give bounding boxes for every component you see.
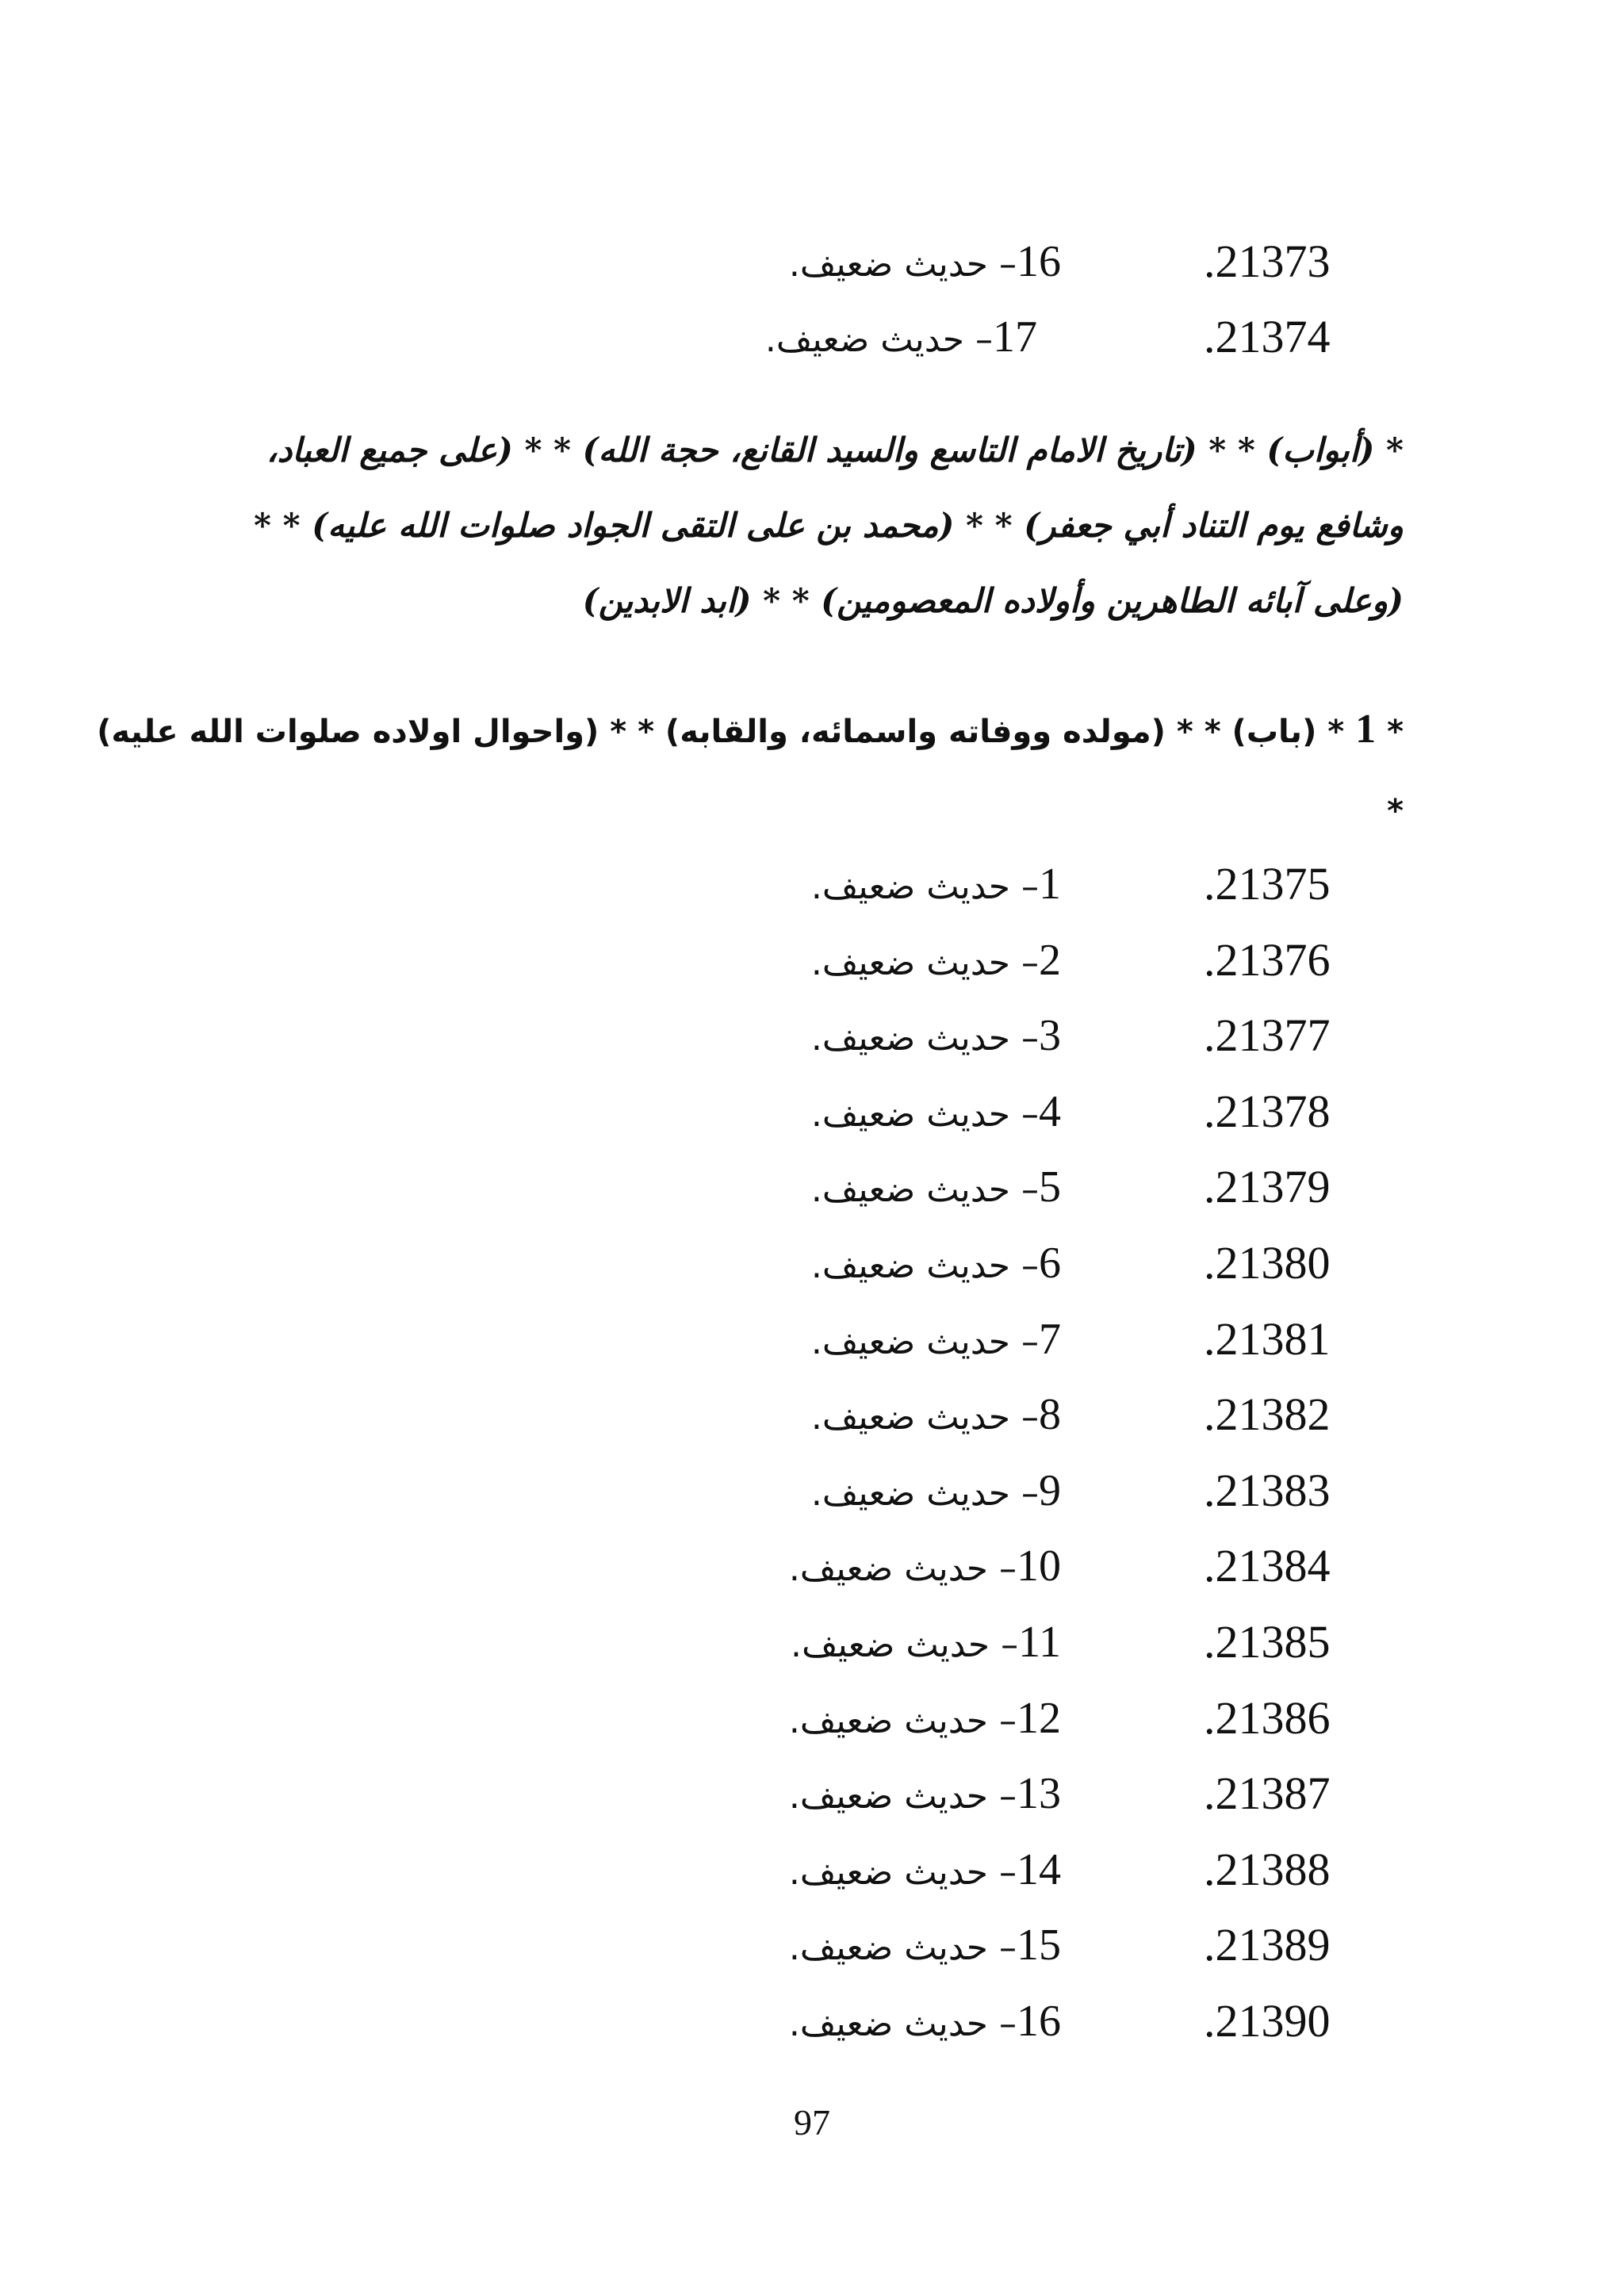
section-heading	[238, 412, 1404, 638]
entry-number: .21387	[1204, 1767, 1331, 1819]
entry-label: – حديث ضعيف.	[764, 320, 993, 360]
entry-index: 11	[1018, 1618, 1061, 1667]
entry-index: 15	[1017, 1921, 1061, 1970]
entry-label: – حديث ضعيف.	[810, 1397, 1039, 1438]
entry-text	[665, 1080, 1061, 1147]
entry-label: – حديث ضعيف.	[790, 1625, 1019, 1665]
list-item	[0, 1080, 1624, 1143]
entry-number: .21378	[1204, 1086, 1331, 1137]
entry-text	[665, 1534, 1061, 1601]
entry-number: .21382	[1204, 1388, 1331, 1440]
entry-number: .21381	[1204, 1313, 1331, 1365]
entry-index: 17	[993, 312, 1037, 362]
list-item	[0, 305, 1624, 369]
entry-label: – حديث ضعيف.	[788, 244, 1017, 285]
chapter-line-2: *	[1387, 793, 1404, 829]
list-item	[0, 1913, 1624, 1977]
entry-text	[665, 1913, 1061, 1980]
page-number: 97	[794, 2102, 830, 2143]
entry-index: 13	[1017, 1769, 1061, 1818]
entry-text	[665, 852, 1061, 919]
chapter-number: 1	[1355, 707, 1377, 752]
entry-number: .21377	[1204, 1009, 1331, 1061]
entry-text	[665, 1383, 1061, 1450]
entry-text	[665, 1231, 1061, 1298]
entry-label: – حديث ضعيف.	[810, 1094, 1039, 1135]
entry-text	[665, 230, 1061, 297]
entry-index: 1	[1039, 860, 1061, 909]
chapter-prefix: *	[1387, 714, 1404, 750]
entry-text	[665, 1990, 1061, 2056]
list-item	[0, 1231, 1624, 1295]
entry-number: .21380	[1204, 1237, 1331, 1289]
entry-index: 14	[1017, 1845, 1061, 1894]
entry-text	[665, 1838, 1061, 1905]
entry-text	[665, 929, 1061, 995]
entry-label: – حديث ضعيف.	[788, 1852, 1017, 1893]
entry-index: 10	[1017, 1541, 1061, 1591]
entry-text	[665, 1762, 1061, 1829]
list-item	[0, 929, 1624, 992]
entry-index: 12	[1017, 1694, 1061, 1743]
entry-number: .21390	[1204, 1995, 1331, 2047]
list-item	[0, 1838, 1624, 1901]
entry-label: – حديث ضعيف.	[810, 1473, 1039, 1514]
list-item	[0, 1610, 1624, 1674]
entry-label: – حديث ضعيف.	[810, 867, 1039, 907]
list-item	[0, 230, 1624, 293]
chapter-line-1	[97, 690, 1404, 772]
heading-line: * (أبواب) * * (تاريخ الامام التاسع والسيد القانع، حجة الله) * * (على جميع العباد،	[266, 431, 1404, 469]
entry-index: 2	[1039, 936, 1061, 985]
heading-line: (وعلى آبائه الطاهرين وأولاده المعصومين) * * (ابد الابدين)	[582, 581, 1404, 620]
chapter-heading	[97, 690, 1404, 851]
entry-label: – حديث ضعيف.	[810, 1322, 1039, 1362]
list-item	[0, 1004, 1624, 1067]
entry-label: – حديث ضعيف.	[788, 1928, 1017, 1968]
entry-label: – حديث ضعيف.	[788, 1776, 1017, 1817]
entry-number: .21373	[1204, 236, 1331, 287]
list-item	[0, 1308, 1624, 1371]
entry-index: 4	[1039, 1087, 1061, 1136]
entry-number: .21374	[1204, 311, 1331, 362]
entry-number: .21384	[1204, 1540, 1331, 1591]
entry-index: 9	[1039, 1466, 1061, 1515]
entry-text	[641, 305, 1037, 372]
list-item	[0, 1534, 1624, 1598]
entry-number: .21385	[1204, 1616, 1331, 1668]
list-item	[0, 1762, 1624, 1825]
entry-number: .21383	[1204, 1465, 1331, 1516]
entry-index: 3	[1039, 1011, 1061, 1060]
entry-number: .21388	[1204, 1844, 1331, 1895]
list-item	[0, 1990, 1624, 2053]
list-item	[0, 1687, 1624, 1750]
list-item	[0, 1383, 1624, 1446]
entry-text	[665, 1308, 1061, 1374]
entry-index: 8	[1039, 1390, 1061, 1439]
entry-text	[665, 1610, 1061, 1677]
entry-text	[665, 1687, 1061, 1753]
entry-index: 7	[1039, 1315, 1061, 1364]
list-item	[0, 1459, 1624, 1522]
entry-index: 16	[1017, 237, 1061, 286]
chapter-title: * (باب) * * (مولده ووفاته واسمائه، والقابه) * * (واحوال اولاده صلوات الله عليه)	[97, 714, 1345, 750]
entry-label: – حديث ضعيف.	[810, 1170, 1039, 1210]
entry-number: .21375	[1204, 858, 1331, 910]
entry-text	[665, 1459, 1061, 1526]
entry-label: – حديث ضعيف.	[810, 1246, 1039, 1286]
entry-label: – حديث ضعيف.	[788, 2004, 1017, 2044]
entry-index: 16	[1017, 1997, 1061, 2046]
list-item	[0, 1155, 1624, 1219]
entry-label: – حديث ضعيف.	[810, 1018, 1039, 1059]
heading-line: وشافع يوم التناد أبي جعفر) * * (محمد بن على التقى الجواد صلوات الله عليه) * *	[254, 506, 1404, 545]
entry-label: – حديث ضعيف.	[788, 1549, 1017, 1589]
entry-number: .21379	[1204, 1161, 1331, 1212]
entry-number: .21386	[1204, 1692, 1331, 1744]
entry-number: .21376	[1204, 934, 1331, 986]
entry-index: 6	[1039, 1239, 1061, 1288]
entry-number: .21389	[1204, 1919, 1331, 1970]
list-item	[0, 852, 1624, 916]
entry-text	[665, 1155, 1061, 1222]
entry-label: – حديث ضعيف.	[810, 943, 1039, 983]
entry-label: – حديث ضعيف.	[788, 1701, 1017, 1741]
entry-text	[665, 1004, 1061, 1070]
entry-index: 5	[1039, 1162, 1061, 1212]
